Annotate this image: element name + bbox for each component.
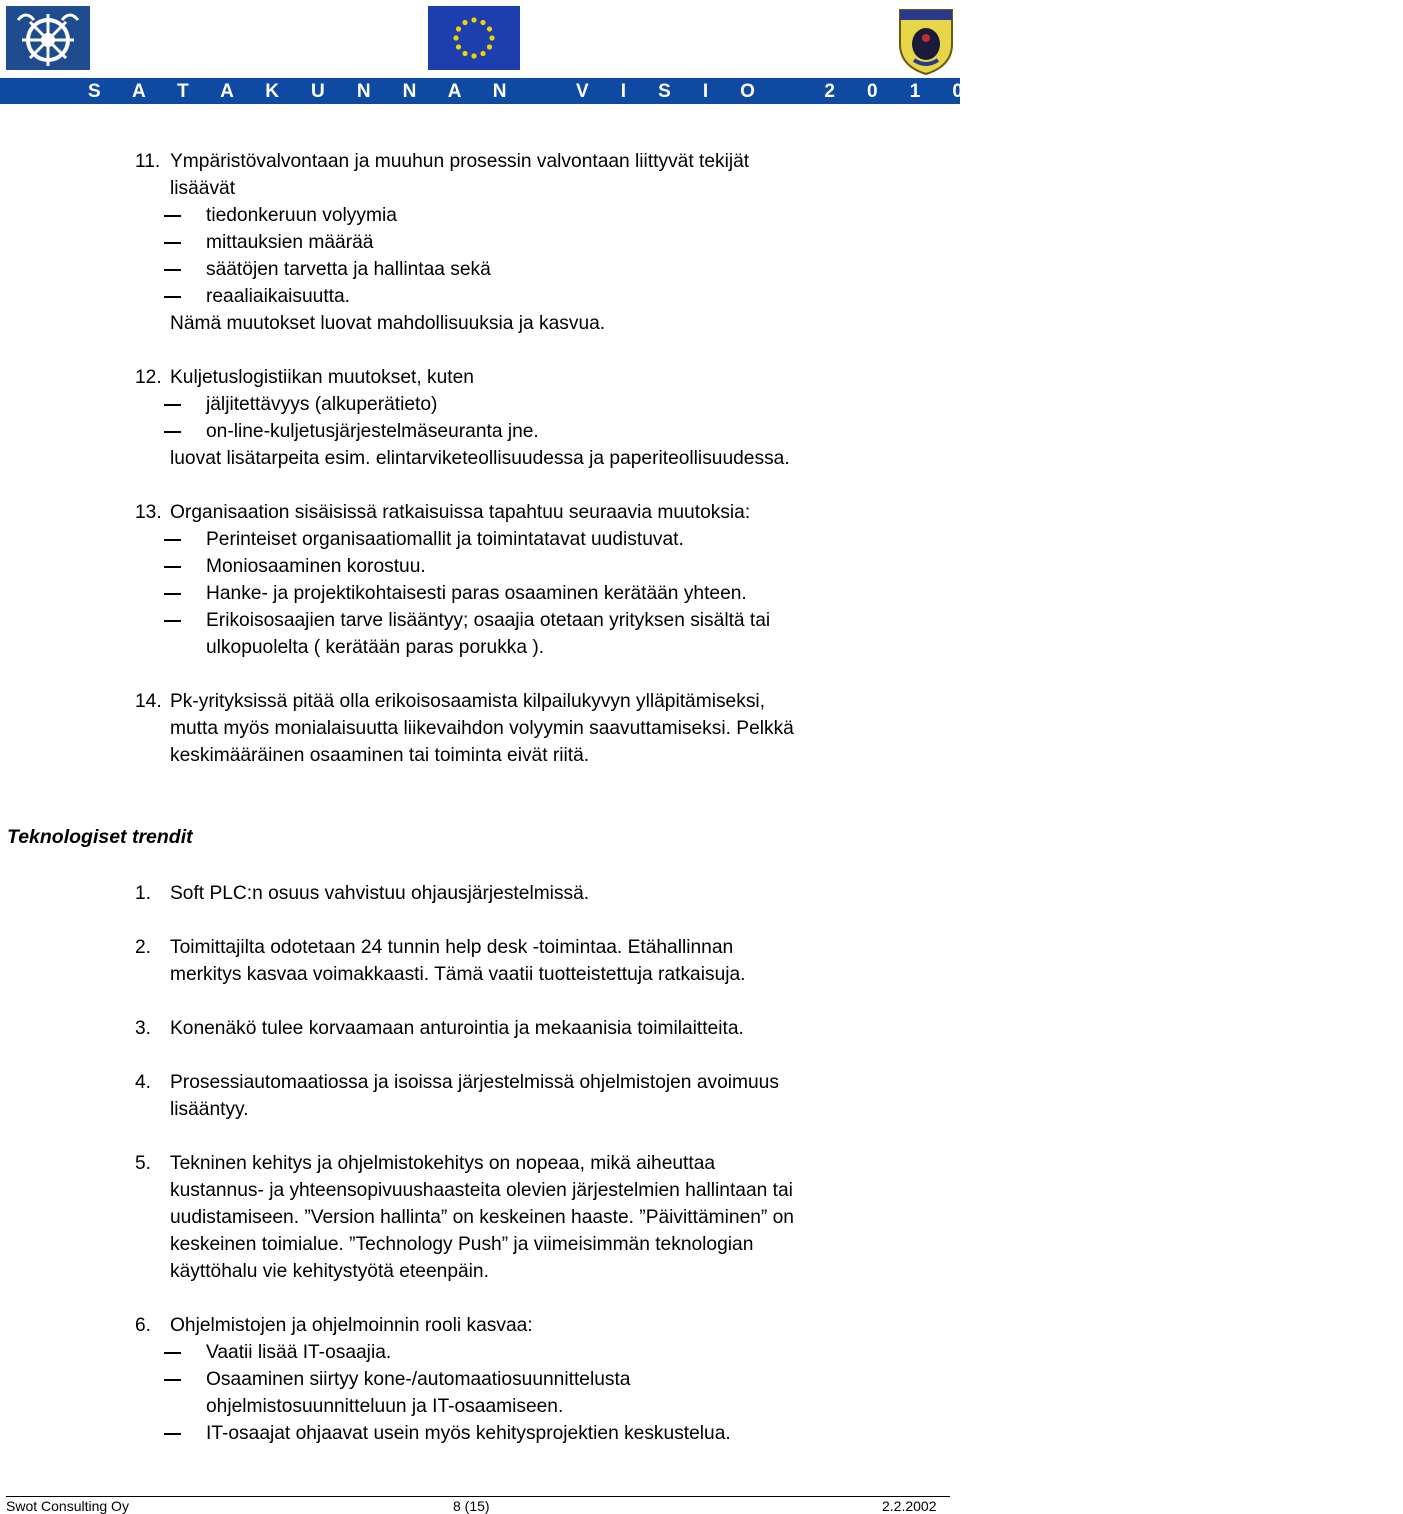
footer-divider bbox=[6, 1496, 950, 1497]
trend-number: 6. bbox=[135, 1315, 152, 1336]
coat-of-arms-logo bbox=[896, 6, 956, 76]
trend-text: Soft PLC:n osuus vahvistuu ohjausjärjestelmissä. bbox=[170, 883, 590, 904]
trend-number: 1. bbox=[135, 883, 152, 904]
list-item-11 bbox=[0, 148, 960, 175]
trend-text: keskeinen toimialue. ”Technology Push” ja viimeisimmän teknologian bbox=[170, 1234, 754, 1255]
footer-page-number: 8 (15) bbox=[453, 1498, 490, 1514]
bullet-item: reaaliaikaisuutta. bbox=[0, 283, 960, 310]
trend-text: käyttöhalu vie kehitystyötä eteenpäin. bbox=[170, 1261, 489, 1282]
page-header bbox=[0, 0, 1403, 104]
bullet-item: Perinteiset organisaatiomallit ja toimintatavat uudistuvat. bbox=[0, 526, 960, 553]
bullet-continued: ulkopuolelta ( kerätään paras porukka ). bbox=[206, 637, 545, 658]
trend-item-3 bbox=[0, 1015, 960, 1042]
bullet-item: mittauksien määrää bbox=[0, 229, 960, 256]
trend-text: Tekninen kehitys ja ohjelmistokehitys on nopeaa, mikä aiheuttaa bbox=[170, 1153, 716, 1174]
item-text: Organisaation sisäisissä ratkaisuissa tapahtuu seuraavia muutoksia: bbox=[170, 502, 751, 523]
bullet-continued: ohjelmistosuunnitteluun ja IT-osaamiseen. bbox=[206, 1396, 564, 1417]
list-item-12 bbox=[0, 364, 960, 391]
trend-item-2 bbox=[0, 934, 960, 988]
trend-number: 2. bbox=[135, 937, 152, 958]
bullet-item: IT-osaajat ohjaavat usein myös kehitysprojektien keskustelua. bbox=[0, 1420, 960, 1447]
document-body bbox=[0, 148, 960, 769]
trend-text: Ohjelmistojen ja ohjelmoinnin rooli kasvaa: bbox=[170, 1315, 533, 1336]
item-text-continued: lisäävät bbox=[170, 178, 236, 199]
item-number: 13. bbox=[135, 502, 162, 523]
trend-text: lisääntyy. bbox=[170, 1099, 249, 1120]
section-title: Teknologiset trendit bbox=[7, 826, 193, 848]
item-text-continued: keskimääräinen osaaminen tai toiminta eivät riitä. bbox=[170, 745, 590, 766]
list-item-14 bbox=[0, 688, 960, 715]
item-text-continued: mutta myös monialaisuutta liikevaihdon volyymin saavuttamiseksi. Pelkkä bbox=[170, 718, 794, 739]
trend-text: Konenäkö tulee korvaamaan anturointia ja mekaanisia toimilaitteita. bbox=[170, 1018, 744, 1039]
item-summary: luovat lisätarpeita esim. elintarviketeollisuudessa ja paperiteollisuudessa. bbox=[170, 448, 790, 469]
trend-item-4 bbox=[0, 1069, 960, 1123]
trend-item-6 bbox=[0, 1312, 960, 1339]
trend-text: Toimittajilta odotetaan 24 tunnin help desk -toimintaa. Etähallinnan bbox=[170, 937, 734, 958]
trend-number: 4. bbox=[135, 1072, 152, 1093]
header-band bbox=[0, 78, 1403, 104]
bullet-item: Moniosaaminen korostuu. bbox=[0, 553, 960, 580]
footer-company: Swot Consulting Oy bbox=[6, 1498, 129, 1514]
trend-text: kustannus- ja yhteensopivuushaasteita olevien järjestelmien hallintaan tai bbox=[170, 1180, 793, 1201]
item-summary: Nämä muutokset luovat mahdollisuuksia ja kasvua. bbox=[170, 313, 606, 334]
trend-item-5 bbox=[0, 1150, 960, 1285]
list-item-13 bbox=[0, 499, 960, 526]
bullet-item: Erikoisosaajien tarve lisääntyy; osaajia otetaan yrityksen sisältä tai bbox=[0, 607, 960, 634]
item-number: 11. bbox=[135, 151, 161, 172]
trend-item-1 bbox=[0, 880, 960, 907]
item-text: Pk-yrityksissä pitää olla erikoisosaamista kilpailukyvyn ylläpitämiseksi, bbox=[170, 691, 766, 712]
bullet-item: Vaatii lisää IT-osaajia. bbox=[0, 1339, 960, 1366]
trend-text: uudistamiseen. ”Version hallinta” on keskeinen haaste. ”Päivittäminen” on bbox=[170, 1207, 794, 1228]
satakunta-logo bbox=[6, 6, 90, 70]
bullet-item: Osaaminen siirtyy kone-/automaatiosuunnittelusta bbox=[0, 1366, 960, 1393]
trend-number: 3. bbox=[135, 1018, 152, 1039]
bullet-item: jäljitettävyys (alkuperätieto) bbox=[0, 391, 960, 418]
trend-text: merkitys kasvaa voimakkaasti. Tämä vaatii tuotteistettuja ratkaisuja. bbox=[170, 964, 746, 985]
item-number: 12. bbox=[135, 367, 162, 388]
bullet-item: tiedonkeruun volyymia bbox=[0, 202, 960, 229]
bullet-item: Hanke- ja projektikohtaisesti paras osaaminen kerätään yhteen. bbox=[0, 580, 960, 607]
item-number: 14. bbox=[135, 691, 162, 712]
trend-number: 5. bbox=[135, 1153, 152, 1174]
item-text: Kuljetuslogistiikan muutokset, kuten bbox=[170, 367, 474, 388]
bullet-item: säätöjen tarvetta ja hallintaa sekä bbox=[0, 256, 960, 283]
project-title: S A T A K U N N A N V I S I O 2 0 1 0 - P R O J E K T I bbox=[88, 81, 1403, 102]
footer-date: 2.2.2002 bbox=[882, 1498, 937, 1514]
bullet-item: on-line-kuljetusjärjestelmäseuranta jne. bbox=[0, 418, 960, 445]
eu-flag-logo bbox=[428, 6, 520, 70]
trends-list bbox=[0, 880, 960, 1447]
trend-text: Prosessiautomaatiossa ja isoissa järjestelmissä ohjelmistojen avoimuus bbox=[170, 1072, 779, 1093]
item-text: Ympäristövalvontaan ja muuhun prosessin valvontaan liittyvät tekijät bbox=[170, 151, 750, 172]
